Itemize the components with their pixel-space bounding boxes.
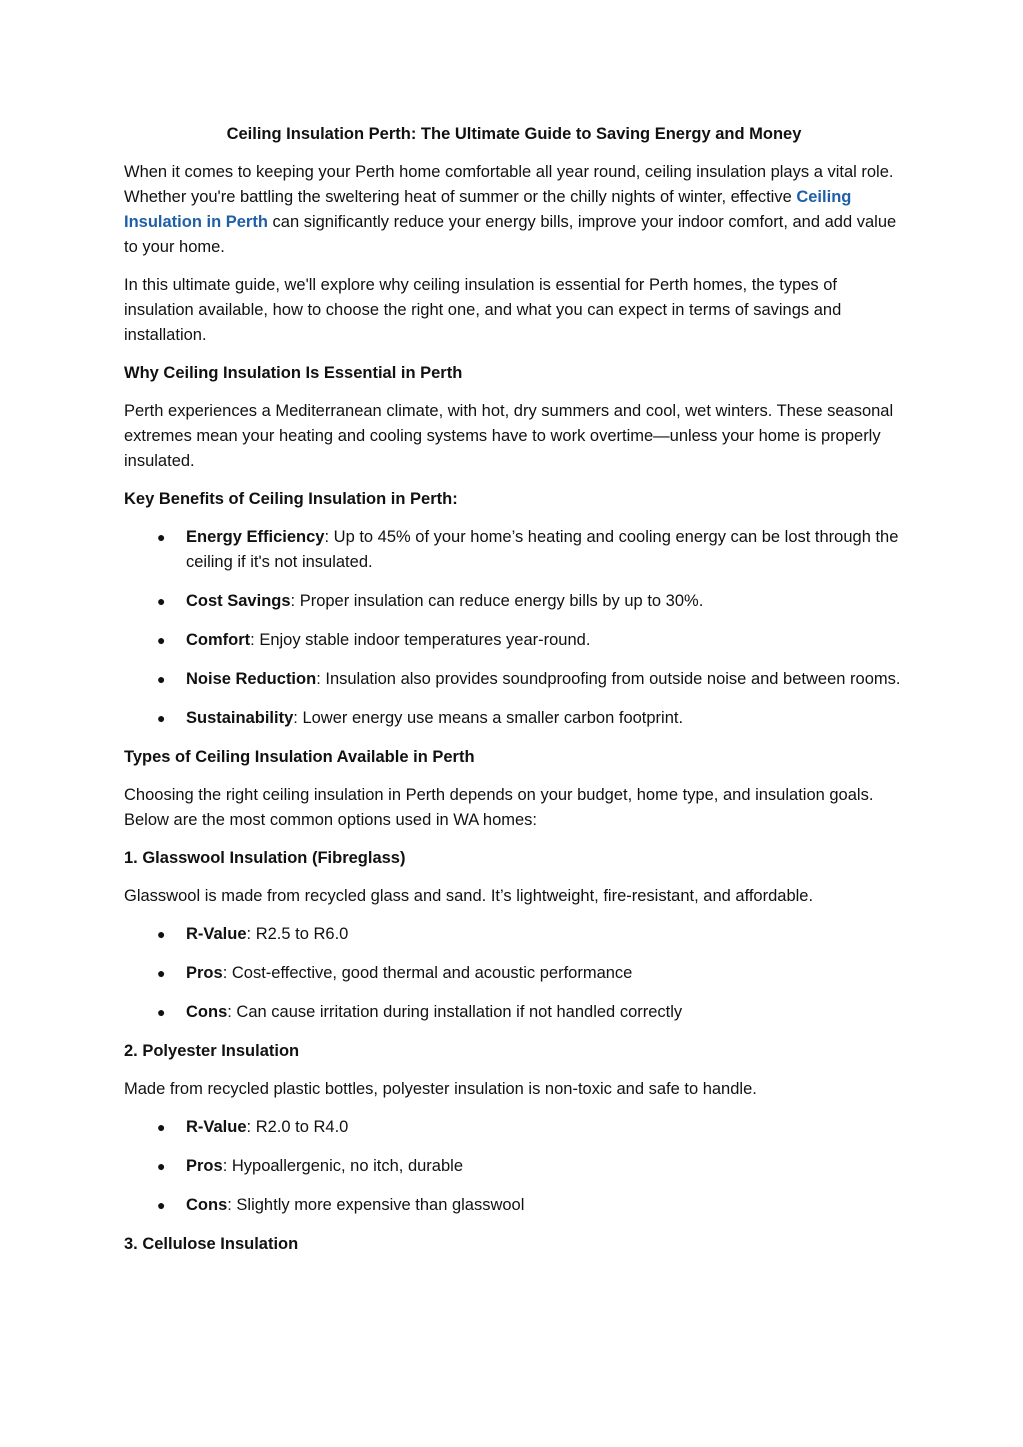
- benefit-text: : Up to 45% of your home’s heating and cooling energy can be lost through the ceiling if it's not insulated.: [186, 528, 899, 571]
- polyester-list: [124, 1115, 904, 1218]
- bullet-icon: ●: [157, 965, 166, 981]
- list-item: [124, 1193, 904, 1218]
- benefits-list: [124, 525, 904, 731]
- bullet-icon: ●: [157, 529, 166, 545]
- polyester-term: Pros: [186, 1157, 223, 1175]
- list-item: [124, 628, 904, 653]
- list-item: [124, 1154, 904, 1179]
- glasswool-term: R-Value: [186, 925, 247, 943]
- polyester-text: : Hypoallergenic, no itch, durable: [222, 1157, 463, 1175]
- glasswool-list: [124, 922, 904, 1025]
- list-item: [124, 589, 904, 614]
- types-heading: Types of Ceiling Insulation Available in Perth: [124, 748, 475, 766]
- polyester-term: Cons: [186, 1196, 228, 1214]
- intro-paragraph: [124, 160, 904, 260]
- list-item: [124, 1000, 904, 1025]
- intro-text-after: can significantly reduce your energy bills, improve your indoor comfort, and add value to your home.: [124, 213, 897, 256]
- benefit-term: Noise Reduction: [186, 670, 317, 688]
- benefit-text: : Enjoy stable indoor temperatures year-round.: [250, 631, 591, 649]
- benefit-text: : Insulation also provides soundproofing from outside noise and between rooms.: [316, 670, 901, 688]
- list-item: [124, 525, 904, 575]
- list-item: [124, 667, 904, 692]
- bullet-icon: ●: [157, 926, 166, 942]
- polyester-paragraph: Made from recycled plastic bottles, polyester insulation is non-toxic and safe to handle.: [124, 1080, 757, 1098]
- list-item: [124, 961, 904, 986]
- document-page: [124, 122, 904, 1270]
- polyester-text: : R2.0 to R4.0: [246, 1118, 349, 1136]
- bullet-icon: ●: [157, 593, 166, 609]
- glasswool-text: : Cost-effective, good thermal and acoustic performance: [222, 964, 633, 982]
- list-item: [124, 1115, 904, 1140]
- glasswool-text: : R2.5 to R6.0: [246, 925, 349, 943]
- benefit-term: Cost Savings: [186, 592, 291, 610]
- guide-paragraph: In this ultimate guide, we'll explore why ceiling insulation is essential for Perth homes, the types of insulation available, how to choose the right one, and what you can expect in terms of savings and installation.: [124, 276, 842, 344]
- intro-text-before: When it comes to keeping your Perth home comfortable all year round, ceiling insulation plays a vital role. Whether you're battling the sweltering heat of summer or the chilly nights of winter, effective: [124, 163, 894, 206]
- list-item: [124, 922, 904, 947]
- why-heading: Why Ceiling Insulation Is Essential in Perth: [124, 364, 463, 382]
- list-item: [124, 706, 904, 731]
- glasswool-paragraph: Glasswool is made from recycled glass and sand. It’s lightweight, fire-resistant, and affordable.: [124, 887, 814, 905]
- benefit-text: : Proper insulation can reduce energy bills by up to 30%.: [290, 592, 704, 610]
- bullet-icon: ●: [157, 1119, 166, 1135]
- bullet-icon: ●: [157, 1158, 166, 1174]
- cellulose-heading: 3. Cellulose Insulation: [124, 1235, 299, 1253]
- why-paragraph: Perth experiences a Mediterranean climate, with hot, dry summers and cool, wet winters. These seasonal extremes mean your heating and cooling systems have to work overtime—unless your home is properly insulated.: [124, 402, 894, 470]
- benefit-term: Comfort: [186, 631, 251, 649]
- bullet-icon: ●: [157, 1197, 166, 1213]
- benefit-text: : Lower energy use means a smaller carbon footprint.: [293, 709, 684, 727]
- bullet-icon: ●: [157, 632, 166, 648]
- glasswool-text: : Can cause irritation during installation if not handled correctly: [227, 1003, 683, 1021]
- benefits-heading: Key Benefits of Ceiling Insulation in Perth:: [124, 490, 458, 508]
- benefit-term: Sustainability: [186, 709, 294, 727]
- glasswool-heading: 1. Glasswool Insulation (Fibreglass): [124, 849, 406, 867]
- bullet-icon: ●: [157, 671, 166, 687]
- benefit-term: Energy Efficiency: [186, 528, 325, 546]
- document-title: Ceiling Insulation Perth: The Ultimate Guide to Saving Energy and Money: [226, 125, 802, 143]
- glasswool-term: Cons: [186, 1003, 228, 1021]
- types-paragraph: Choosing the right ceiling insulation in Perth depends on your budget, home type, and insulation goals. Below are the most common options used in WA homes:: [124, 786, 874, 829]
- polyester-term: R-Value: [186, 1118, 247, 1136]
- bullet-icon: ●: [157, 1004, 166, 1020]
- bullet-icon: ●: [157, 710, 166, 726]
- glasswool-term: Pros: [186, 964, 223, 982]
- ceiling-insulation-link[interactable]: Ceiling Insulation in Perth: [124, 188, 852, 231]
- polyester-text: : Slightly more expensive than glasswool: [227, 1196, 525, 1214]
- polyester-heading: 2. Polyester Insulation: [124, 1042, 300, 1060]
